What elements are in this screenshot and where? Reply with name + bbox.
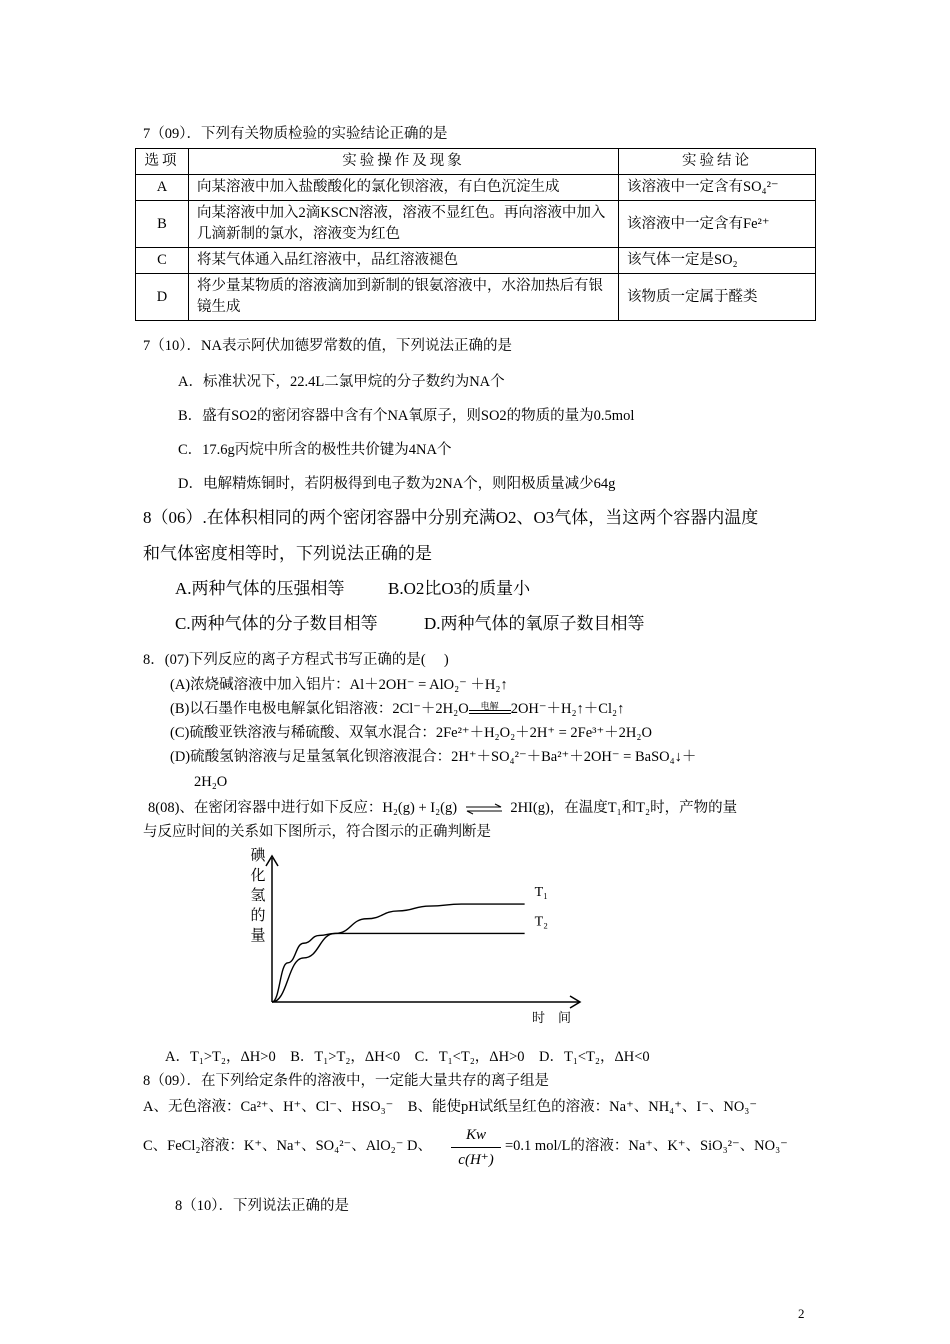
q8-09-option-d: =0.1 mol/L的溶液：Na⁺、K⁺、SiO₃²⁻、NO₃⁻ [505,1138,788,1154]
q8-06-option-b: B.O2比O3的质量小 [388,579,531,598]
table-row [136,175,816,201]
page-number: 2 [798,1306,805,1321]
header-conclusion: 实验结论 [619,149,816,175]
q8-08-reactants: 8(08)、在密闭容器中进行如下反应：H₂(g) + I₂(g) [148,800,458,816]
series-line-2 [272,933,525,1002]
q8-07-option-b [170,699,624,719]
chart-ylabel: 碘化氢的量 [250,848,266,944]
q7-10-option-b: B．盛有SO2的密闭容器中含有个NA氧原子，则SO2的物质的量为0.5mol [178,408,635,424]
fraction-numerator: Kw [451,1127,501,1148]
q8-07-option-d-cont: 2H₂O [194,774,228,790]
q8-09-title: 8（09）．在下列给定条件的溶液中，一定能大量共存的离子组是 [143,1073,549,1089]
q8-07-option-c: (C)硫酸亚铁溶液与稀硫酸、双氧水混合：2Fe²⁺＋H₂O₂＋2H⁺ = 2Fe³⁺＋2H₂O [170,725,652,741]
series-label-2: T₂ [534,914,549,930]
q7-10-option-a: A．标准状况下，22.4L二氯甲烷的分子数约为NA个 [178,374,505,390]
q7-10-title: 7（10）．NA表示阿伏加德罗常数的值，下列说法正确的是 [143,338,512,354]
chart-xlabel: 时 间 [532,1010,572,1025]
q8-06-line2: 和气体密度相等时，下列说法正确的是 [143,544,432,563]
q7-10-option-d: D．电解精炼铜时，若阴极得到电子数为2NA个，则阳极质量减少64g [178,476,616,492]
series-label-1: T₁ [534,885,549,901]
header-option: 选项 [136,149,189,175]
row-conclusion: 该溶液中一定含有Fe²⁺ [619,201,816,248]
q8-07-b-right: 2OH⁻＋H₂↑＋Cl₂↑ [510,701,625,717]
q8-06-option-c: C.两种气体的分子数目相等 [175,614,378,633]
q8-08-products: 2HI(g)，在温度T₁和T₂时，产物的量 [510,800,738,816]
q7-09-title: 7（09）．下列有关物质检验的实验结论正确的是 [143,126,448,142]
q8-10-title: 8（10）．下列说法正确的是 [175,1198,349,1214]
row-operation: 向某溶液中加入2滴KSCN溶液，溶液不显红色。再向溶液中加入几滴新制的氯水，溶液变为红色 [189,201,619,248]
row-option: B [136,201,189,248]
row-option: A [136,175,189,201]
q8-06-option-d: D.两种气体的氧原子数目相等 [424,614,645,633]
electrolysis-label: 电解 [480,700,499,711]
row-operation: 向某溶液中加入盐酸酸化的氯化钡溶液，有白色沉淀生成 [189,175,619,201]
q8-07-b-left: (B)以石墨作电极电解氯化铝溶液：2Cl⁻＋2H₂O [170,701,469,717]
equilibrium-arrow-icon [465,803,503,815]
kw-fraction [451,1127,501,1169]
q7-09-table [135,148,816,321]
electrolysis-arrow [469,700,511,717]
q8-09-options-ab: A、无色溶液：Ca²⁺、H⁺、Cl⁻、HSO₃⁻ B、能使pH试纸呈红色的溶液：Na⁺、NH₄⁺、I⁻、NO₃⁻ [143,1099,758,1115]
q8-07-title: 8．(07)下列反应的离子方程式书写正确的是( ) [143,652,449,668]
table-row [136,248,816,274]
q8-07-option-d: (D)硫酸氢钠溶液与足量氢氧化钡溶液混合：2H⁺＋SO₄²⁻＋Ba²⁺＋2OH⁻ = BaSO₄↓＋ [170,749,697,765]
q8-06-line1: 8（06）.在体积相同的两个密闭容器中分别充满O2、O3气体，当这两个容器内温度 [143,508,759,527]
table-row [136,274,816,321]
q8-09-option-c: C、FeCl₂溶液：K⁺、Na⁺、SO₄²⁻、AlO₂⁻ D、 [143,1138,432,1154]
fraction-denominator: c(H⁺) [458,1152,494,1168]
hi-amount-chart [262,850,592,1040]
q8-08-line2: 与反应时间的关系如下图所示，符合图示的正确判断是 [143,824,491,840]
q8-08-options: A．T₁>T₂，ΔH>0 B．T₁>T₂，ΔH<0 C．T₁<T₂，ΔH>0 D．T₁<T₂，ΔH<0 [165,1049,650,1065]
header-operation: 实验操作及现象 [189,149,619,175]
q8-08-line1 [148,798,737,818]
q8-06-option-a: A.两种气体的压强相等 [175,579,345,598]
row-conclusion: 该物质一定属于醛类 [619,274,816,321]
row-conclusion: 该溶液中一定含有SO₄²⁻ [619,175,816,201]
row-option: C [136,248,189,274]
row-conclusion: 该气体一定是SO₂ [619,248,816,274]
table-header-row [136,149,816,175]
series-line-1 [272,904,525,1002]
q8-07-option-a: (A)浓烧碱溶液中加入铝片：Al＋2OH⁻ = AlO₂⁻ ＋H₂↑ [170,677,508,693]
row-operation: 将少量某物质的溶液滴加到新制的银氨溶液中，水浴加热后有银镜生成 [189,274,619,321]
table-row [136,201,816,248]
row-option: D [136,274,189,321]
row-operation: 将某气体通入品红溶液中，品红溶液褪色 [189,248,619,274]
q7-10-option-c: C．17.6g丙烷中所含的极性共价键为4NA个 [178,442,452,458]
